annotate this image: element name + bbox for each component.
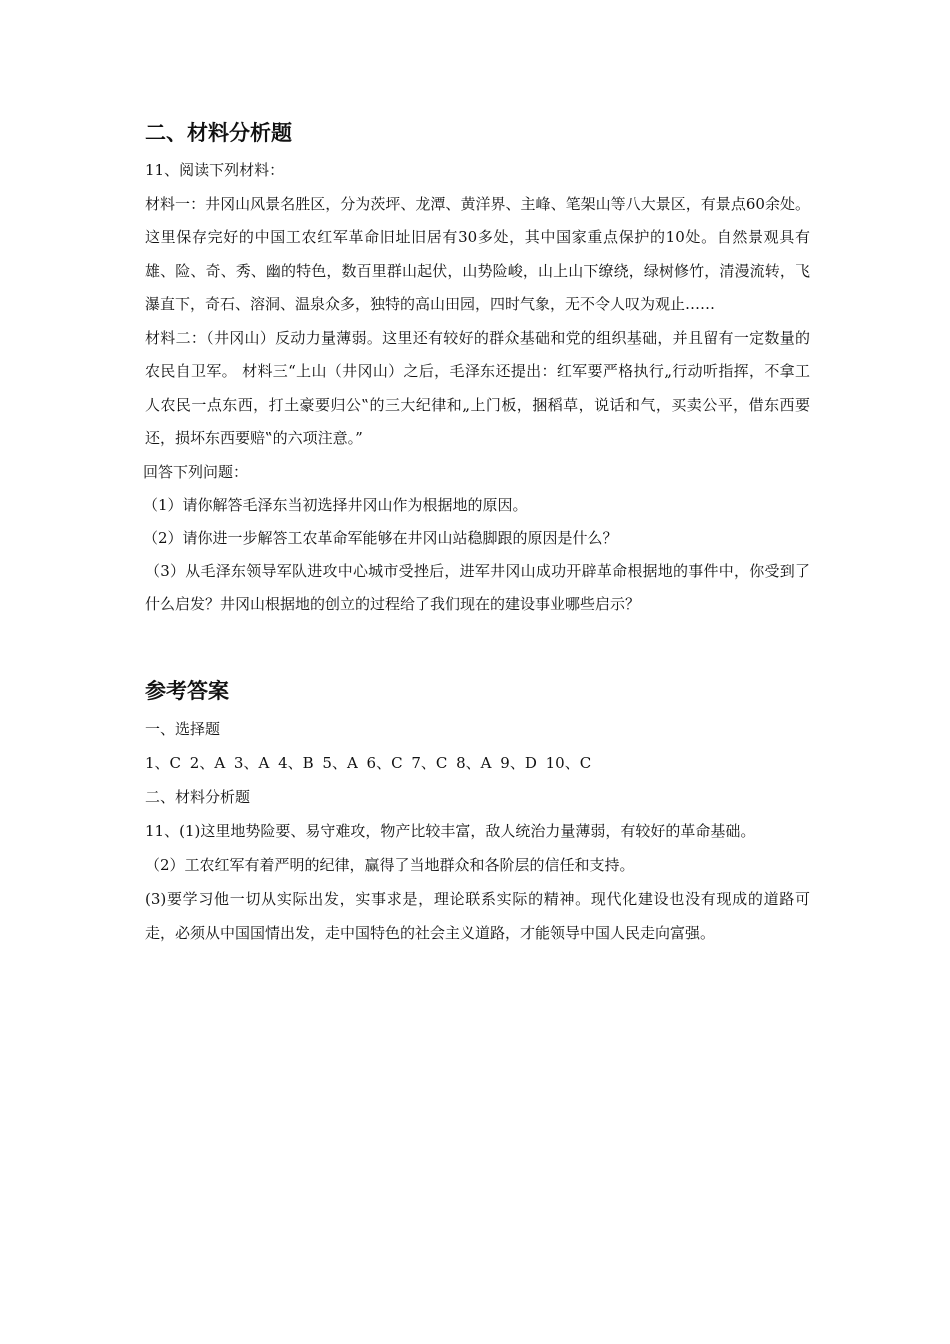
- answer-prompt: 回答下列问题：: [143, 462, 249, 481]
- answers-title: 参考答案: [145, 678, 229, 703]
- question-item: （2）请你进一步解答工农革命军能够在井冈山站稳脚跟的原因是什么？: [143, 528, 618, 547]
- material-two-three: 材料二：（井冈山）反动力量薄弱。这里还有较好的群众基础和党的组织基础，并且留有一定数量的农民自卫军。 材料三“上山（井冈山）之后，毛泽东还提出：红军要严格执行„行动听指挥，不拿工人农民一点东西，打土豪要归公‟的三大纪律和„上门板，捆稻草，说话和气，买卖公平，借东西要还，损坏东西要赔‟的六项注意。”: [145, 328, 810, 447]
- material-one: 材料一：井冈山风景名胜区，分为茨坪、龙潭、黄洋界、主峰、笔架山等八大景区，有景点60余处。这里保存完好的中国工农红军革命旧址旧居有30多处，其中国家重点保护的10处。自然景观具有雄、险、奇、秀、幽的特色，数百里群山起伏，山势险峻，山上山下缭绕，绿树修竹，清漫流转，飞瀑直下，奇石、溶洞、温泉众多，独特的高山田园，四时气象，无不令人叹为观止……: [145, 194, 810, 313]
- choice-answers: 1、C 2、A 3、A 4、B 5、A 6、C 7、C 8、A 9、D 10、C: [145, 753, 592, 772]
- section-title: 二、材料分析题: [145, 121, 292, 145]
- answers-section-heading: 二、材料分析题: [145, 787, 251, 806]
- question-intro: 11、阅读下列材料：: [145, 161, 285, 179]
- answers-section-heading: 一、选择题: [145, 719, 221, 738]
- answer-item: (3)要学习他一切从实际出发，实事求是，理论联系实际的精神。现代化建设也没有现成的道路可走，必须从中国国情出发，走中国特色的社会主义道路，才能领导中国人民走向富强。: [145, 889, 810, 942]
- question-item: （3）从毛泽东领导军队进攻中心城市受挫后，进军井冈山成功开辟革命根据地的事件中，你受到了什么启发？井冈山根据地的创立的过程给了我们现在的建设事业哪些启示？: [145, 561, 810, 613]
- question-item: （1）请你解答毛泽东当初选择井冈山作为根据地的原因。: [143, 495, 528, 514]
- document-page: [145, 118, 810, 950]
- section-spacer: [145, 622, 810, 676]
- answer-item: （2）工农红军有着严明的纪律，赢得了当地群众和各阶层的信任和支持。: [145, 855, 635, 874]
- answer-item: 11、(1)这里地势险要、易守难攻，物产比较丰富，敌人统治力量薄弱，有较好的革命基础。: [145, 821, 756, 840]
